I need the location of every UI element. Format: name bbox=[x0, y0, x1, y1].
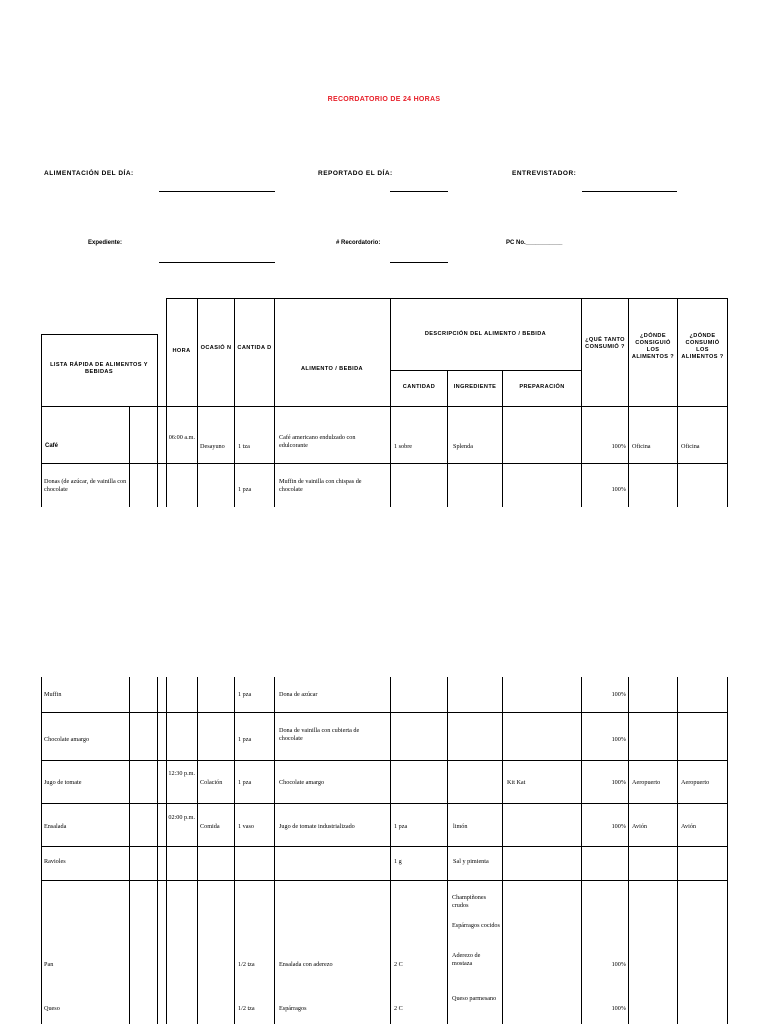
cell-consiguio: Avión bbox=[632, 823, 648, 830]
cell-desc-cantidad: 1 sobre bbox=[394, 443, 413, 450]
cell-cantidad: 1 tza bbox=[238, 443, 250, 450]
cell-cantidad: 1 pza bbox=[238, 486, 252, 493]
cell-pct: 100% bbox=[611, 779, 626, 786]
cell-cantidad: 1/2 tza bbox=[238, 1005, 255, 1012]
cell-alimento: Café americano endulzado con edulcorante bbox=[279, 434, 356, 449]
cell-pct: 100% bbox=[611, 961, 626, 968]
cell-ocasion: Comida bbox=[200, 823, 220, 830]
cell-desc-cantidad: 1 pza bbox=[394, 823, 408, 830]
reportado-label: REPORTADO EL DÍA: bbox=[318, 170, 393, 177]
cell-consumio: Avión bbox=[681, 823, 697, 830]
cell-hora: 12:30 p.m. bbox=[168, 770, 195, 777]
header-descripcion: DESCRIPCIÓN DEL ALIMENTO / BEBIDA bbox=[424, 331, 547, 337]
reportado-line[interactable] bbox=[390, 191, 448, 192]
header-desc-cantidad: CANTIDAD bbox=[402, 384, 436, 390]
cell-alimento: Muffin de vainilla con chispas de chocolate bbox=[279, 478, 362, 493]
cell-hora: 02:00 p.m. bbox=[168, 814, 195, 821]
cell-ingrediente: Queso parmesano bbox=[452, 995, 497, 1002]
recordatorio-label: # Recordatorio: bbox=[336, 240, 381, 246]
cell-ingrediente: limón bbox=[453, 823, 468, 830]
cell-preparacion: Kit Kat bbox=[507, 779, 526, 786]
expediente-label: Expediente: bbox=[88, 240, 123, 246]
header-cantidad: CANTIDA D bbox=[237, 345, 272, 351]
cell-ingrediente: Espárragos cocidos bbox=[452, 922, 500, 929]
cell-lista: Queso bbox=[44, 1005, 60, 1012]
header-preparacion: PREPARACIÓN bbox=[519, 384, 565, 390]
cell-alimento: Espárragos bbox=[279, 1005, 307, 1012]
cell-consumio: Oficina bbox=[681, 443, 700, 450]
cell-cantidad: 1 pza bbox=[238, 779, 252, 786]
header-lista: LISTA RÁPIDA DE ALIMENTOS Y BEBIDAS bbox=[50, 362, 148, 375]
cell-cantidad: 1/2 tza bbox=[238, 961, 255, 968]
cell-ocasion: Desayuno bbox=[200, 443, 225, 450]
header-donde-consiguio: ¿DÓNDE CONSIGUIÓ LOS ALIMENTOS ? bbox=[631, 333, 675, 360]
cell-alimento: Jugo de tomate industrializado bbox=[279, 823, 355, 830]
cell-consiguio: Oficina bbox=[632, 443, 651, 450]
alimentacion-label: ALIMENTACIÓN DEL DÍA: bbox=[44, 170, 134, 177]
cell-desc-cantidad: 2 C bbox=[394, 1005, 403, 1012]
cell-lista: Donas (de azúcar, de vainilla con chocolate bbox=[44, 478, 127, 493]
cell-pct: 100% bbox=[611, 691, 626, 698]
cell-consiguio: Aeropuerto bbox=[632, 779, 661, 786]
cell-alimento: Dona de vainilla con cubierta de chocolate bbox=[279, 727, 360, 742]
cell-pct: 100% bbox=[611, 486, 626, 493]
cell-lista: Jugo de tomate bbox=[44, 779, 82, 786]
cell-cantidad: 1 pza bbox=[238, 736, 252, 743]
cell-ingrediente: Sal y pimienta bbox=[453, 858, 489, 865]
header-ingrediente: INGREDIENTE bbox=[453, 384, 497, 390]
pc-label: PC No.___________ bbox=[506, 240, 563, 246]
expediente-line[interactable] bbox=[159, 262, 275, 263]
cell-ocasion: Colación bbox=[200, 779, 223, 786]
cell-lista: Café bbox=[45, 443, 59, 449]
header-donde-consumio: ¿DÓNDE CONSUMIÓ LOS ALIMENTOS ? bbox=[681, 333, 724, 360]
cell-lista: Ensalada bbox=[44, 823, 67, 830]
entrevistador-line[interactable] bbox=[582, 191, 677, 192]
cell-lista: Ravioles bbox=[44, 858, 66, 865]
cell-cantidad: 1 vaso bbox=[238, 823, 254, 830]
cell-ingrediente: Aderezo de mostaza bbox=[452, 952, 481, 967]
header-alimento: ALIMENTO / BEBIDA bbox=[300, 366, 363, 372]
entrevistador-label: ENTREVISTADOR: bbox=[512, 170, 577, 177]
cell-consumio: Aeropuerto bbox=[681, 779, 710, 786]
cell-alimento: Chocolate amargo bbox=[279, 779, 325, 786]
cell-ingrediente: Splenda bbox=[453, 443, 473, 450]
cell-pct: 100% bbox=[611, 443, 626, 450]
header-hora: HORA bbox=[172, 348, 191, 354]
alimentacion-line[interactable] bbox=[159, 191, 275, 192]
cell-desc-cantidad: 1 g bbox=[394, 858, 402, 865]
cell-alimento: Dona de azúcar bbox=[279, 691, 318, 698]
header-ocasion: OCASIÓ N bbox=[200, 345, 232, 351]
cell-desc-cantidad: 2 C bbox=[394, 961, 403, 968]
cell-cantidad: 1 pza bbox=[238, 691, 252, 698]
page-title: RECORDATORIO DE 24 HORAS bbox=[327, 96, 441, 103]
cell-pct: 100% bbox=[611, 823, 626, 830]
cell-alimento: Ensalada con aderezo bbox=[279, 961, 333, 968]
header-que-tanto: ¿QUÉ TANTO CONSUMIÓ ? bbox=[585, 337, 625, 350]
cell-ingrediente: Champiñones crudos bbox=[452, 894, 487, 909]
cell-pct: 100% bbox=[611, 1005, 626, 1012]
recordatorio-line[interactable] bbox=[390, 262, 448, 263]
cell-lista: Muffin bbox=[44, 691, 62, 698]
cell-pct: 100% bbox=[611, 736, 626, 743]
cell-hora: 06:00 a.m. bbox=[168, 434, 195, 441]
cell-lista: Chocolate amargo bbox=[44, 736, 90, 743]
cell-lista: Pan bbox=[44, 961, 54, 968]
